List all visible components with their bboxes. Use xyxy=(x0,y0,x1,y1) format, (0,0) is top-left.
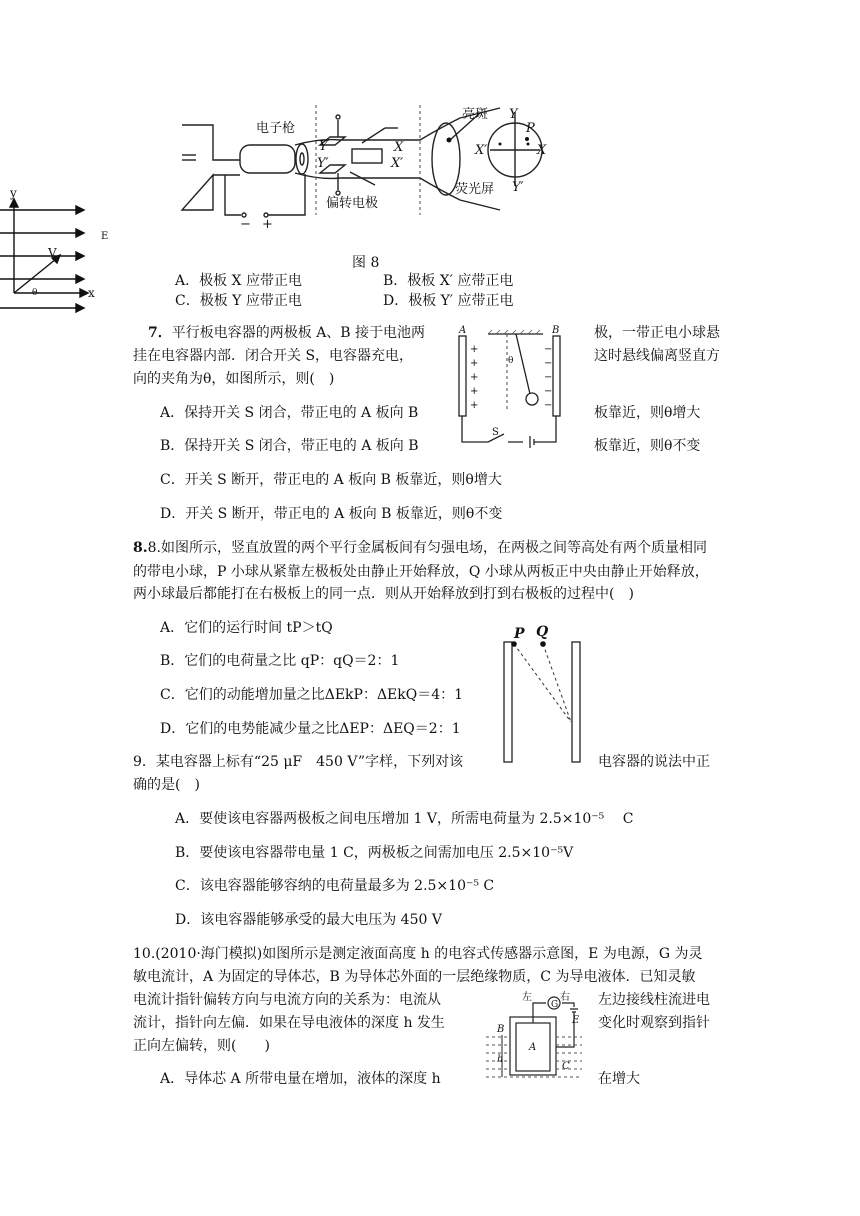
q8-option-d[interactable]: D．它们的电势能减少量之比ΔEP：ΔEQ＝2：1 xyxy=(160,721,461,737)
q9-option-b[interactable]: B．要使该电容器带电量 1 C，两极板之间需加电压 2.5×10⁻⁵V xyxy=(175,845,574,861)
q8-option-a[interactable]: A．它们的运行时间 tP＞tQ xyxy=(160,620,333,636)
svg-text:X′: X′ xyxy=(391,156,404,171)
q7-capacitor-diagram xyxy=(448,322,588,447)
svg-text:左: 左 xyxy=(522,992,532,1003)
svg-text:+: + xyxy=(262,217,273,232)
svg-text:E: E xyxy=(101,231,109,242)
label-screen: 荧光屏 xyxy=(455,182,495,197)
q7-stem-line1b: 极，一带正电小球悬 xyxy=(594,325,720,341)
q6-option-a[interactable]: A．极板 X 应带正电 xyxy=(175,273,302,289)
svg-text:P: P xyxy=(514,626,525,642)
svg-text:B: B xyxy=(497,1024,505,1035)
q8-stem-line1: 8.8.如图所示，竖直放置的两个平行金属板间有匀强电场，在两极之间等高处有两个质量相同 xyxy=(133,540,707,556)
q7-stem-line2b: 这时悬线偏离竖直方 xyxy=(594,348,720,364)
q7-stem-line1a: 平行板电容器的两极板 A、B 接于电池两 xyxy=(171,325,426,341)
svg-text:h: h xyxy=(497,1054,504,1065)
q7-stem-line2a: 挂在电容器内部．闭合开关 S，电容器充电， xyxy=(133,348,414,364)
q7-option-a-tail: 板靠近，则θ增大 xyxy=(594,405,701,421)
svg-text:+: + xyxy=(470,344,479,355)
svg-text:G: G xyxy=(551,1000,559,1010)
q10-stem-line1: 10.(2010·海门模拟)如图所示是测定液面高度 h 的电容式传感器示意图，E 为电源，G 为灵 xyxy=(133,946,703,962)
svg-text:−: − xyxy=(544,372,553,383)
q8-option-b[interactable]: B．它们的电荷量之比 qP：qQ＝2：1 xyxy=(160,653,400,669)
svg-text:+: + xyxy=(470,386,479,397)
figure-8-caption: 图 8 xyxy=(352,255,380,271)
q10-stem-line5: 正向左偏转，则( ) xyxy=(133,1038,270,1054)
q7-option-d[interactable]: D．开关 S 断开，带正电的 A 板向 B 板靠近，则θ不变 xyxy=(160,506,503,522)
q10-stem-line3b: 左边接线柱流进电 xyxy=(598,992,710,1008)
q6-option-d[interactable]: D．极板 Y′ 应带正电 xyxy=(383,293,514,309)
svg-text:+: + xyxy=(470,358,479,369)
svg-text:Y′: Y′ xyxy=(317,156,329,171)
q7-option-c[interactable]: C．开关 S 断开，带正电的 A 板向 B 板靠近，则θ增大 xyxy=(160,472,502,488)
svg-text:−: − xyxy=(544,344,553,355)
q10-stem-line3a: 电流计指针偏转方向与电流方向的关系为：电流从 xyxy=(133,992,441,1008)
q7-stem-line3: 向的夹角为θ，如图所示，则( ) xyxy=(133,371,335,387)
svg-text:Y: Y xyxy=(319,139,328,154)
svg-text:右: 右 xyxy=(560,992,570,1003)
q9-option-d[interactable]: D．该电容器能够承受的最大电压为 450 V xyxy=(175,912,442,928)
q9-stem-line2: 确的是( ) xyxy=(133,777,200,793)
q6-option-b[interactable]: B．极板 X′ 应带正电 xyxy=(383,273,514,289)
q9-stem-line1a: 9．某电容器上标有“25 μF 450 V”字样，下列对该 xyxy=(133,754,464,770)
svg-text:y: y xyxy=(10,186,17,200)
q6-option-c[interactable]: C．极板 Y 应带正电 xyxy=(175,293,302,309)
q7-option-b-tail: 板靠近，则θ不变 xyxy=(594,438,701,454)
svg-text:θ: θ xyxy=(32,288,38,298)
svg-text:−: − xyxy=(544,400,553,411)
svg-text:Y′: Y′ xyxy=(512,180,524,195)
q8-stem-line3: 两小球最后都能打在右极板上的同一点．则从开始释放到打到右极板的过程中( ) xyxy=(133,586,634,602)
label-deflect: 偏转电极 xyxy=(326,196,379,211)
q10-stem-line2: 敏电流计，A 为固定的导体芯，B 为导体芯外面的一层绝缘物质，C 为导电液体．已知灵敏 xyxy=(133,969,696,985)
svg-text:X: X xyxy=(537,143,547,158)
svg-text:−: − xyxy=(544,358,553,369)
q8-plates-diagram xyxy=(498,622,598,767)
side-field-diagram xyxy=(0,185,120,325)
q8-stem-line2: 的带电小球，P 小球从紧靠左极板处由静止开始释放，Q 小球从两板正中央由静止开始释放， xyxy=(133,564,709,580)
q9-stem-line1b: 电容器的说法中正 xyxy=(598,754,710,770)
q10-sensor-diagram xyxy=(484,987,594,1082)
label-spot: 亮斑 xyxy=(462,107,489,122)
svg-text:−: − xyxy=(240,217,251,232)
svg-text:x: x xyxy=(88,286,95,300)
q7-option-b[interactable]: B．保持开关 S 闭合，带正电的 A 板向 B xyxy=(160,438,419,454)
svg-text:C: C xyxy=(562,1061,570,1072)
svg-text:θ: θ xyxy=(508,356,514,366)
figure-8-diagram xyxy=(0,0,860,260)
label-gun: 电子枪 xyxy=(256,121,296,136)
svg-text:V: V xyxy=(48,246,57,260)
svg-text:Y: Y xyxy=(509,107,518,122)
svg-text:−: − xyxy=(544,386,553,397)
q9-option-c[interactable]: C．该电容器能够容纳的电荷量最多为 2.5×10⁻⁵ C xyxy=(175,878,495,894)
svg-text:X: X xyxy=(394,140,404,155)
q7-number: 7． xyxy=(148,325,172,341)
q10-option-a-tail: 在增大 xyxy=(598,1071,640,1087)
svg-text:+: + xyxy=(470,400,479,411)
q8-option-c[interactable]: C．它们的动能增加量之比ΔEkP：ΔEkQ＝4：1 xyxy=(160,687,464,703)
svg-text:Q: Q xyxy=(536,624,549,640)
q7-option-a[interactable]: A．保持开关 S 闭合，带正电的 A 板向 B xyxy=(160,405,419,421)
svg-text:A: A xyxy=(459,325,467,336)
svg-text:A: A xyxy=(529,1042,537,1053)
q10-option-a[interactable]: A．导体芯 A 所带电量在增加，液体的深度 h xyxy=(160,1071,441,1087)
q10-stem-line4b: 变化时观察到指针 xyxy=(598,1015,710,1031)
q10-stem-line4a: 流计，指针向左偏．如果在导电液体的深度 h 发生 xyxy=(133,1015,445,1031)
svg-text:+: + xyxy=(470,372,479,383)
svg-text:B: B xyxy=(552,325,560,336)
svg-text:P: P xyxy=(526,121,535,136)
q9-option-a[interactable]: A．要使该电容器两极板之间电压增加 1 V，所需电荷量为 2.5×10⁻⁵ C xyxy=(175,811,634,827)
svg-text:S: S xyxy=(492,427,499,438)
svg-text:E: E xyxy=(572,1015,580,1026)
svg-text:X′: X′ xyxy=(475,143,488,158)
